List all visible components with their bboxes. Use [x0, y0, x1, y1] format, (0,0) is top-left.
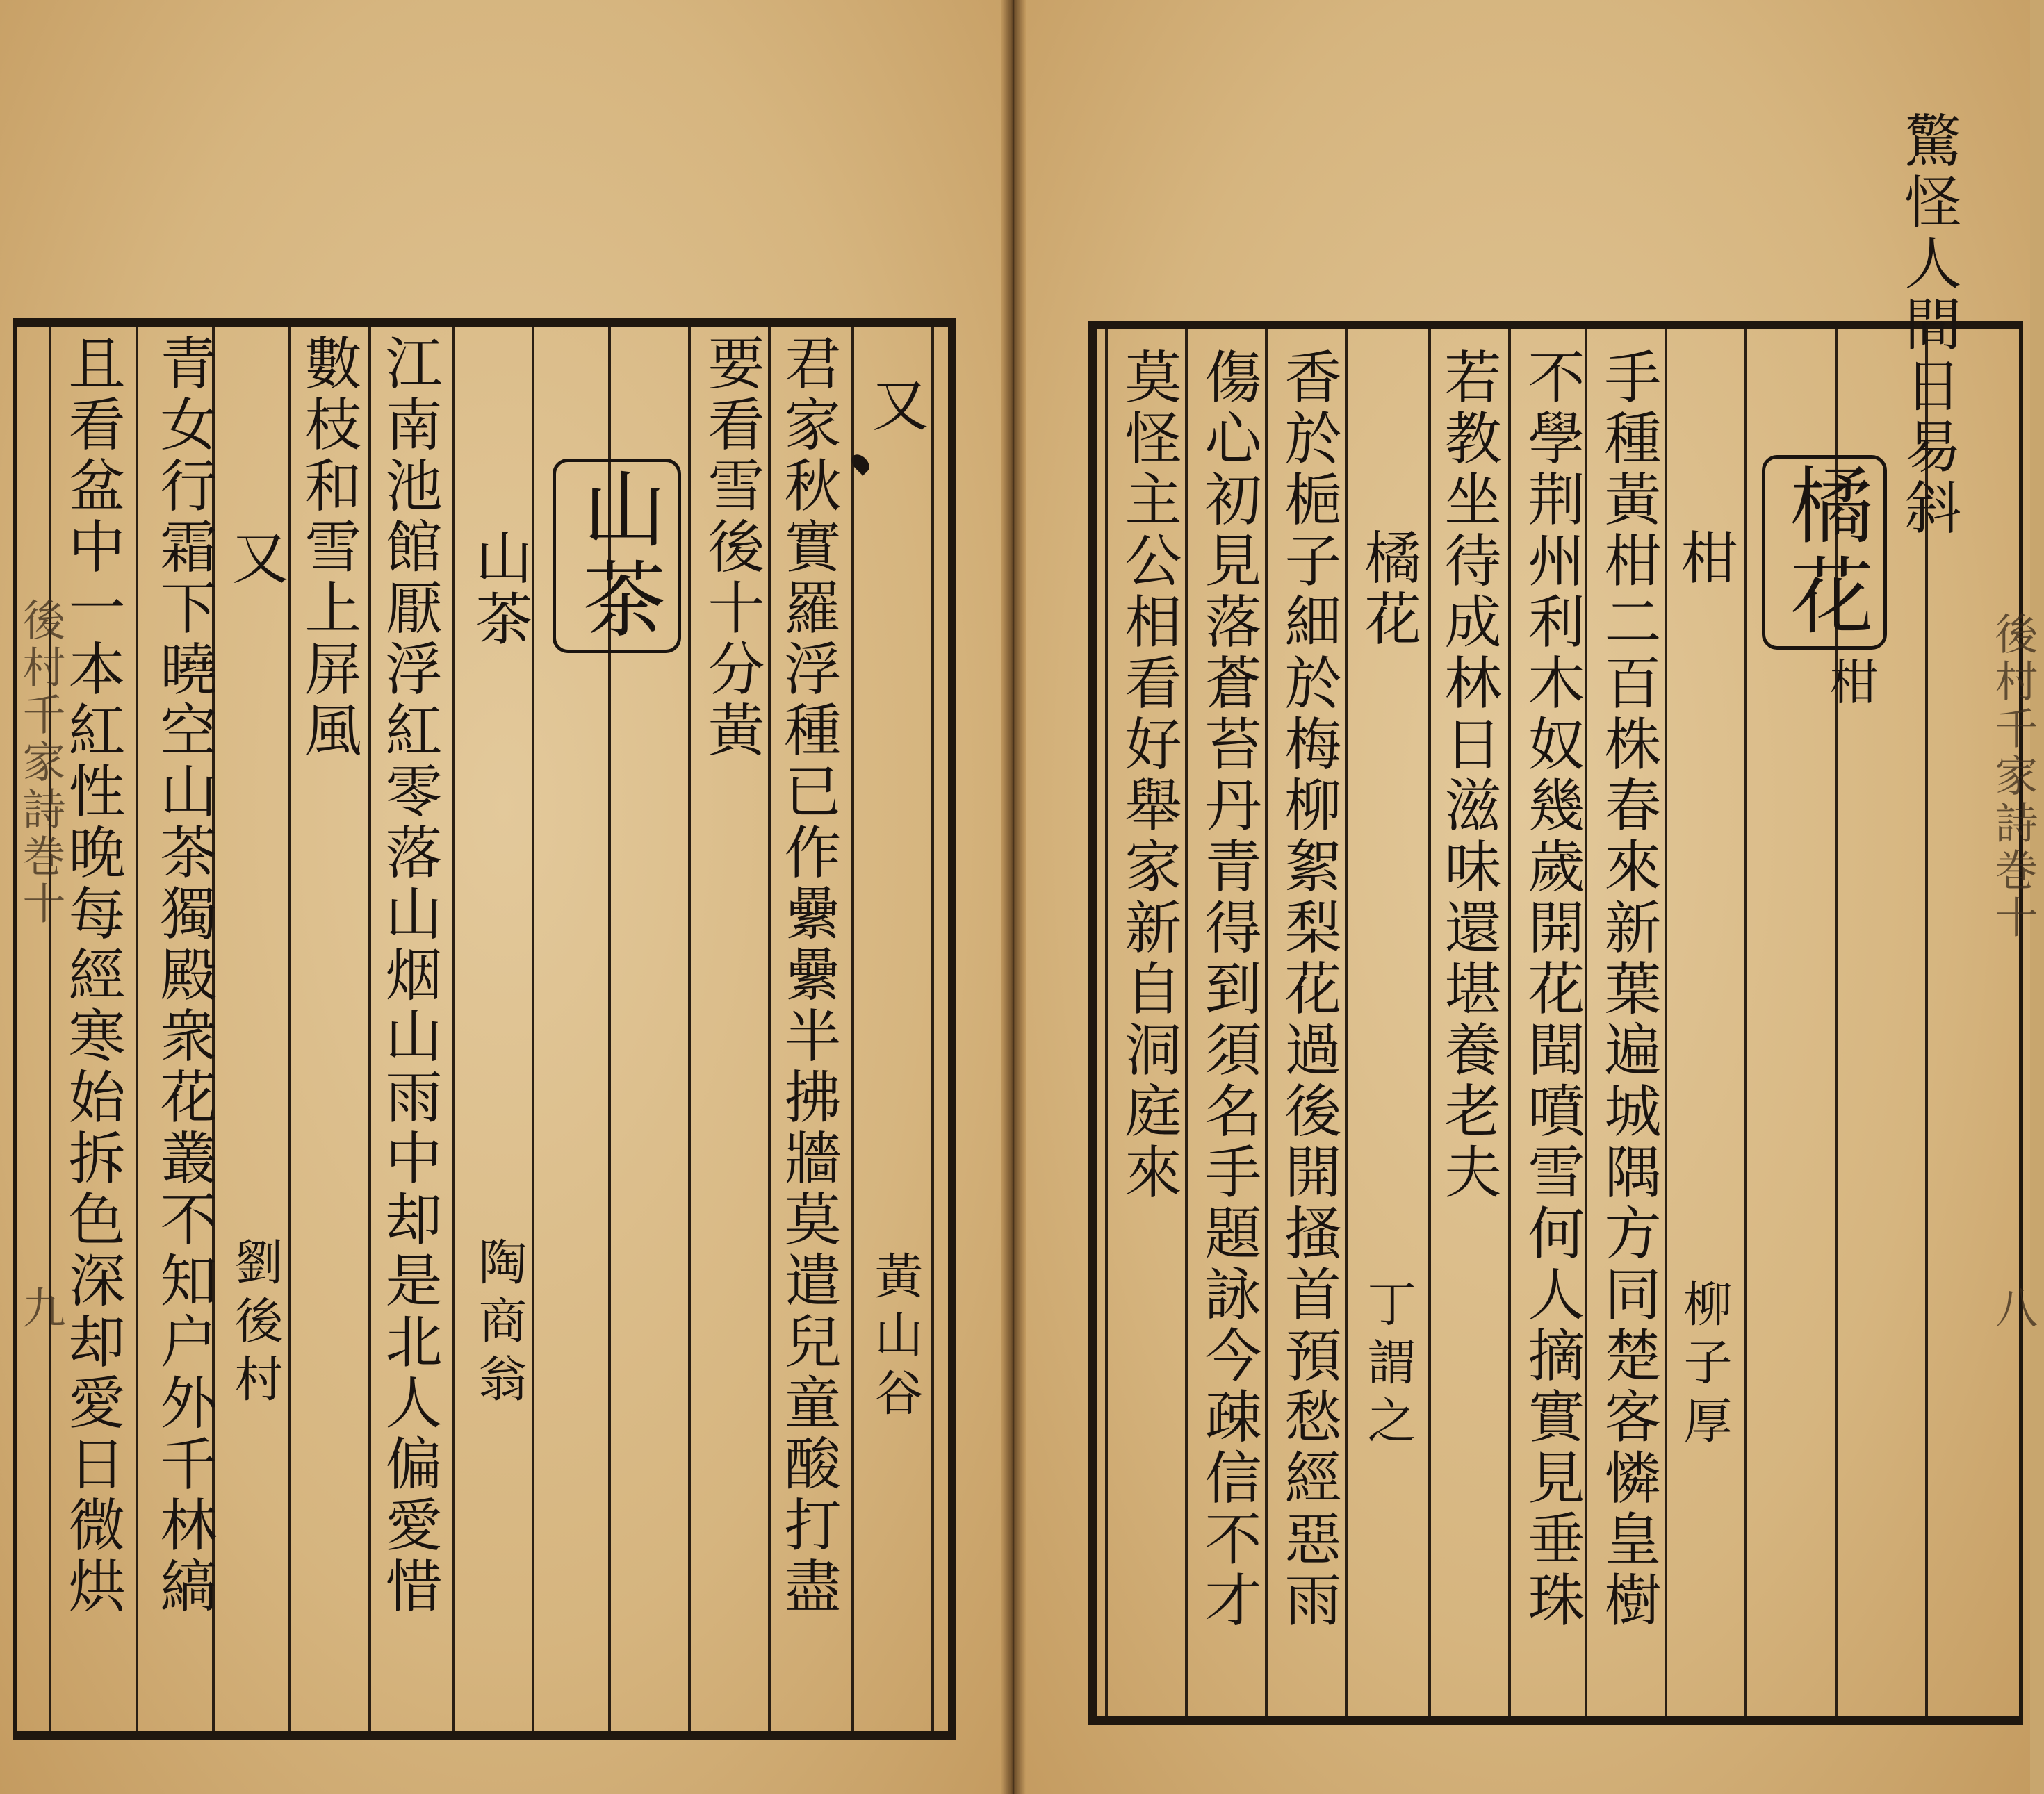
poem-line: 青女行霜下曉空山茶獨殿衆花叢不知户外千林縞	[151, 334, 217, 1618]
page-number: 八	[1988, 1285, 2038, 1333]
poem-author: 劉後村	[227, 1237, 284, 1412]
poem-author: 丁謂之	[1359, 1278, 1416, 1454]
column-rule	[1508, 329, 1511, 1716]
section-heading-box	[553, 459, 681, 653]
section-note: 柑	[1822, 657, 1879, 715]
poem-title: 又	[862, 375, 929, 436]
column-rule	[688, 327, 691, 1731]
column-rule	[368, 327, 371, 1731]
column-rule	[931, 327, 934, 1731]
column-rule	[1265, 329, 1268, 1716]
column-rule	[136, 327, 138, 1731]
poem-title: 柑	[1671, 528, 1738, 589]
poem-author: 柳子厚	[1676, 1278, 1733, 1454]
poem-line: 驚怪人間日易斜	[1895, 111, 1961, 539]
poem-author: 陶商翁	[471, 1237, 528, 1412]
poem-line: 手種黃柑二百株春來新葉遍城隅方同楚客憐皇樹	[1595, 347, 1661, 1631]
column-rule	[49, 327, 51, 1731]
margin-label: 後村千家詩巻十	[15, 598, 66, 928]
column-rule	[452, 327, 455, 1731]
poem-line: 且看盆中一本紅性晚每經寒始拆色深却愛日微烘	[59, 334, 125, 1618]
section-heading: 山茶	[569, 466, 666, 646]
book-gutter	[1001, 0, 1026, 1794]
column-rule	[1665, 329, 1667, 1716]
section-heading: 橘花	[1776, 462, 1873, 643]
poem-line: 香於梔子細於梅柳絮梨花過後開搔首預愁經惡雨	[1275, 347, 1341, 1631]
poem-title: 又	[222, 528, 288, 589]
poem-line: 若教坐待成林日滋味還堪養老夫	[1435, 347, 1501, 1203]
section-heading-box	[1762, 455, 1887, 650]
page-number: 九	[15, 1285, 66, 1333]
poem-author: 黃山谷	[867, 1251, 924, 1426]
poem-title: 橘花	[1355, 528, 1421, 650]
poem-line: 要看雪後十分黃	[698, 334, 765, 762]
column-rule	[768, 327, 771, 1731]
column-rule	[1185, 329, 1188, 1716]
poem-title: 山茶	[466, 528, 532, 650]
poem-line: 數枝和雪上屏風	[295, 334, 361, 762]
column-rule	[1105, 329, 1108, 1716]
column-rule	[1345, 329, 1348, 1716]
margin-label: 後村千家詩巻十	[1988, 611, 2038, 942]
poem-line: 君家秋實羅浮種已作纍纍半拂牆莫遣兒童酸打盡	[775, 334, 841, 1618]
column-rule	[851, 327, 854, 1731]
poem-line: 傷心初見落蒼苔丹青得到須名手題詠今疎信不才	[1195, 347, 1261, 1631]
poem-line: 不學荆州利木奴幾歲開花聞噴雪何人摘實見垂珠	[1519, 347, 1585, 1631]
poem-line: 莫怪主公相看好舉家新自洞庭來	[1115, 347, 1182, 1203]
column-rule	[1428, 329, 1431, 1716]
column-rule	[1744, 329, 1747, 1716]
poem-line: 江南池館厭浮紅零落山烟山雨中却是北人偏愛惜	[376, 334, 442, 1618]
